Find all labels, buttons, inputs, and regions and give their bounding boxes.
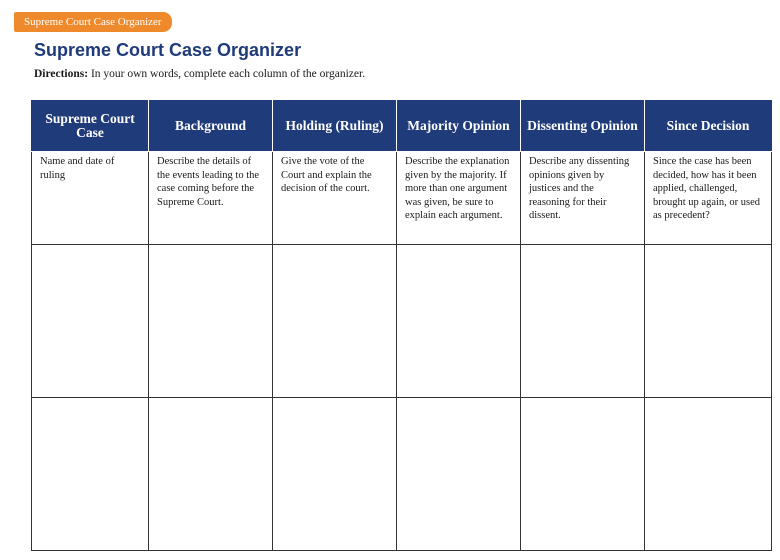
header-dissenting-opinion: Dissenting Opinion xyxy=(521,101,645,152)
directions-label: Directions: xyxy=(34,68,89,80)
description-cell: Describe any dissenting opinions given by justices and the reasoning for their dissent. xyxy=(521,152,645,245)
blank-cell[interactable] xyxy=(397,398,521,551)
blank-cell[interactable] xyxy=(521,245,645,398)
header-row xyxy=(32,101,772,152)
blank-cell[interactable] xyxy=(273,398,397,551)
header-holding: Holding (Ruling) xyxy=(273,101,397,152)
description-cell: Describe the details of the events leading to the case coming before the Supreme Court. xyxy=(149,152,273,245)
blank-cell[interactable] xyxy=(149,245,273,398)
header-since-decision: Since Decision xyxy=(645,101,772,152)
header-supreme-court-case: Supreme Court Case xyxy=(32,101,149,152)
header-background: Background xyxy=(149,101,273,152)
description-cell: Give the vote of the Court and explain the decision of the court. xyxy=(273,152,397,245)
blank-row xyxy=(32,398,772,551)
organizer-table xyxy=(31,100,772,551)
blank-cell[interactable] xyxy=(273,245,397,398)
blank-cell[interactable] xyxy=(32,245,149,398)
blank-cell[interactable] xyxy=(645,245,772,398)
description-cell: Describe the explanation given by the majority. If more than one argument was given, be sure to explain each argument. xyxy=(397,152,521,245)
document-tag: Supreme Court Case Organizer xyxy=(14,12,172,32)
directions-text: In your own words, complete each column of the organizer. xyxy=(88,68,366,80)
description-cell: Since the case has been decided, how has it been applied, challenged, brought up again, or used as precedent? xyxy=(645,152,772,245)
blank-cell[interactable] xyxy=(32,398,149,551)
blank-cell[interactable] xyxy=(521,398,645,551)
blank-cell[interactable] xyxy=(645,398,772,551)
header-majority-opinion: Majority Opinion xyxy=(397,101,521,152)
description-cell: Name and date of ruling xyxy=(32,152,149,245)
blank-cell[interactable] xyxy=(397,245,521,398)
page-title: Supreme Court Case Organizer xyxy=(34,40,302,60)
description-row xyxy=(32,152,772,245)
blank-row xyxy=(32,245,772,398)
blank-cell[interactable] xyxy=(149,398,273,551)
directions xyxy=(34,68,365,80)
